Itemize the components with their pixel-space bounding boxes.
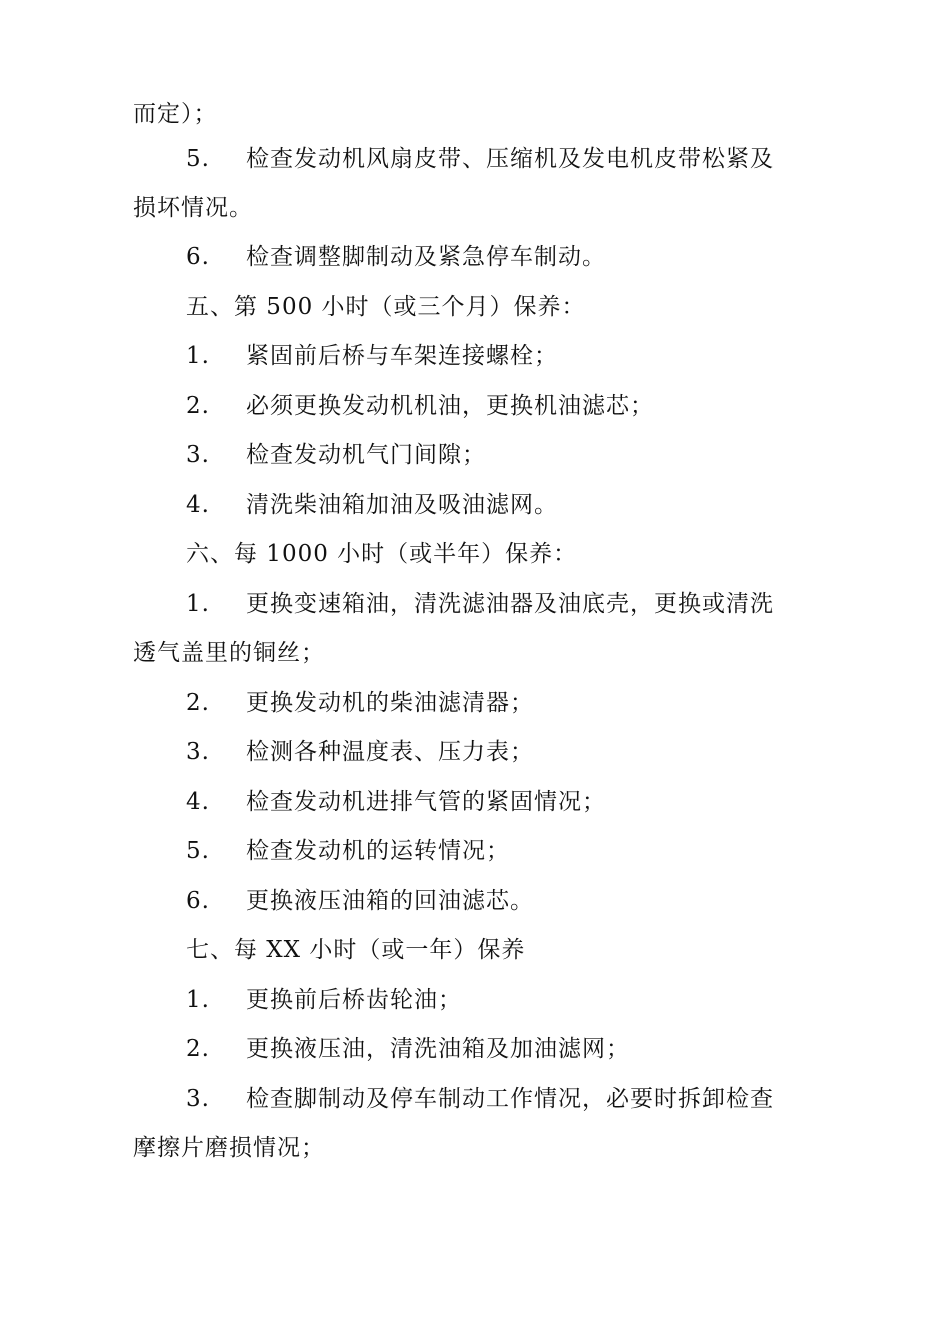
list-item: 3. 检查脚制动及停车制动工作情况，必要时拆卸检查 bbox=[186, 1086, 774, 1112]
list-item: 2. 必须更换发动机机油，更换机油滤芯； bbox=[186, 393, 654, 419]
list-item: 6. 检查调整脚制动及紧急停车制动。 bbox=[186, 244, 606, 270]
list-item: 3. 检查发动机气门间隙； bbox=[186, 442, 486, 468]
section-heading: 七、每 XX 小时（或一年）保养 bbox=[186, 937, 526, 963]
list-item: 2. 更换发动机的柴油滤清器； bbox=[186, 690, 534, 716]
list-item: 1. 更换前后桥齿轮油； bbox=[186, 987, 462, 1013]
paragraph-line: 而定）； bbox=[133, 101, 218, 127]
list-item: 1. 更换变速箱油，清洗滤油器及油底壳，更换或清洗 bbox=[186, 591, 774, 617]
list-item: 3. 检测各种温度表、压力表； bbox=[186, 739, 534, 765]
section-heading: 五、第 500 小时（或三个月）保养： bbox=[186, 294, 586, 320]
list-item: 4. 清洗柴油箱加油及吸油滤网。 bbox=[186, 492, 558, 518]
list-item: 5. 检查发动机风扇皮带、压缩机及发电机皮带松紧及 bbox=[186, 146, 774, 172]
list-item: 6. 更换液压油箱的回油滤芯。 bbox=[186, 888, 534, 914]
paragraph-line: 透气盖里的铜丝； bbox=[133, 640, 325, 666]
list-item: 1. 紧固前后桥与车架连接螺栓； bbox=[186, 343, 558, 369]
section-heading: 六、每 1000 小时（或半年）保养： bbox=[186, 541, 578, 567]
list-item: 4. 检查发动机进排气管的紧固情况； bbox=[186, 789, 606, 815]
paragraph-line: 损坏情况。 bbox=[133, 195, 253, 221]
paragraph-line: 摩擦片磨损情况； bbox=[133, 1135, 325, 1161]
list-item: 2. 更换液压油，清洗油箱及加油滤网； bbox=[186, 1036, 630, 1062]
list-item: 5. 检查发动机的运转情况； bbox=[186, 838, 510, 864]
